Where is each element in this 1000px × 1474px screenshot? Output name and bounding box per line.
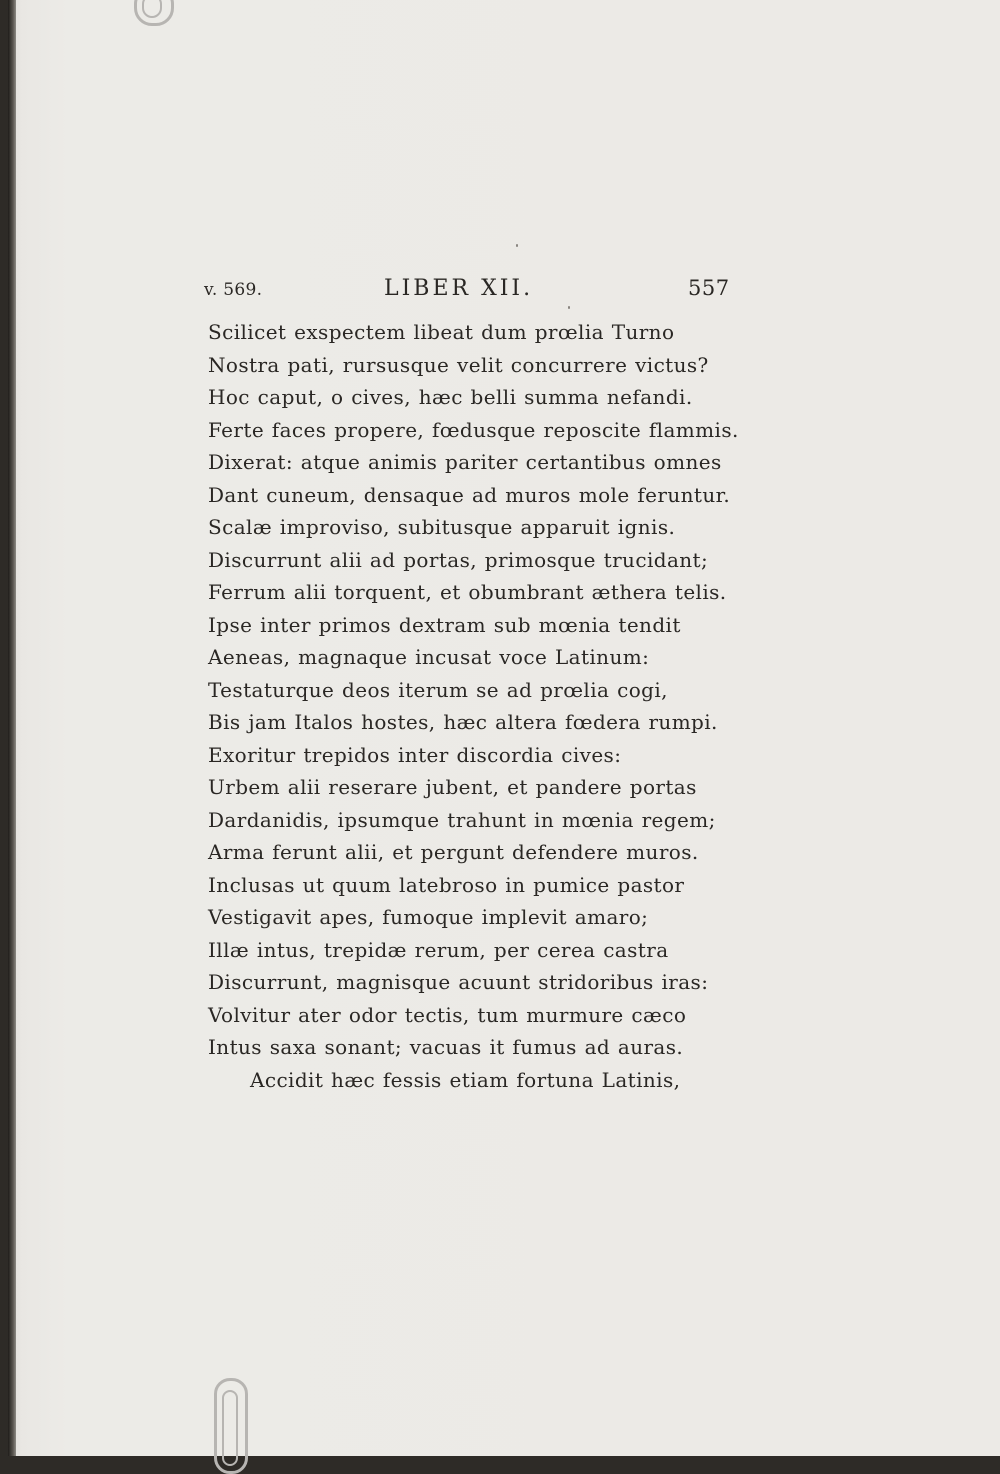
verse-line: Discurrunt alii ad portas, primosque trucidant; [208, 547, 709, 572]
verse-line: Scalæ improviso, subitusque apparuit ignis. [208, 515, 676, 539]
verse-line: Inclusas ut quum latebroso in pumice pastor [208, 872, 685, 897]
verse-line: Nostra pati, rursusque velit concurrere victus? [208, 352, 709, 377]
verse-line: Urbem alii reserare jubent, et pandere portas [208, 775, 697, 799]
verse-line: Dixerat: atque animis pariter certantibus omnes [208, 450, 722, 474]
verse-line: Hoc caput, o cives, hæc belli summa nefandi. [208, 385, 693, 409]
page-number: 557 [688, 276, 730, 300]
verse-line: Ferte faces propere, fœdusque reposcite flammis. [208, 417, 739, 442]
paper-speck [516, 244, 518, 247]
paper-clip-bottom-inner-icon [222, 1390, 238, 1466]
running-title: LIBER XII. [384, 276, 534, 301]
verse-reference: v. 569. [204, 280, 263, 300]
verse-line: Scilicet exspectem libeat dum prœlia Turno [208, 320, 675, 344]
verse-line: Arma ferunt alii, et pergunt defendere muros. [208, 840, 699, 864]
verse-line: Dardanidis, ipsumque trahunt in mœnia regem; [208, 807, 716, 832]
verse-line: Testaturque deos iterum se ad prœlia cogi, [208, 677, 668, 702]
verse-line: Exoritur trepidos inter discordia cives: [208, 742, 622, 767]
verse-line: Volvitur ater odor tectis, tum murmure cæco [208, 1002, 687, 1027]
page-header [204, 276, 730, 306]
page-gutter-shadow [8, 0, 16, 1456]
poem-text [208, 316, 738, 1096]
verse-line: Vestigavit apes, fumoque implevit amaro; [208, 905, 649, 929]
book-page [8, 0, 1000, 1456]
verse-line: Discurrunt, magnisque acuunt stridoribus iras: [208, 970, 709, 994]
verse-line: Illæ intus, trepidæ rerum, per cerea castra [208, 937, 669, 962]
verse-line: Ipse inter primos dextram sub mœnia tendit [208, 612, 681, 637]
verse-line: Ferrum alii torquent, et obumbrant æthera telis. [208, 580, 727, 604]
paper-speck [568, 306, 570, 309]
verse-line: Intus saxa sonant; vacuas it fumus ad auras. [208, 1035, 684, 1059]
verse-line: Aeneas, magnaque incusat voce Latinum: [208, 645, 650, 669]
verse-line: Dant cuneum, densaque ad muros mole feruntur. [208, 482, 731, 507]
verse-line-indented: Accidit hæc fessis etiam fortuna Latinis, [250, 1067, 681, 1092]
verse-line: Bis jam Italos hostes, hæc altera fœdera rumpi. [208, 710, 718, 734]
